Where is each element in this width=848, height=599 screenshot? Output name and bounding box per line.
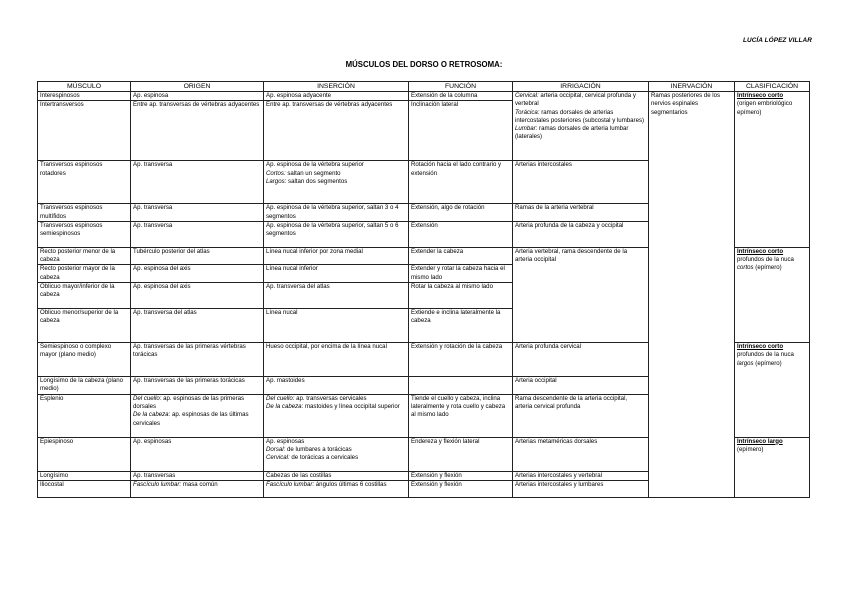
cell-funcion: Inclinación lateral: [409, 101, 513, 161]
cell-insercion: Cabezas de las costillas: [264, 471, 409, 480]
col-insercion: INSERCIÓN: [264, 82, 409, 92]
irrig-text: arteria occipital, cervical profunda y vertebral: [515, 92, 636, 108]
cell-insercion: Ap. transversa del atlas: [264, 283, 409, 309]
document-title: MÚSCULOS DEL DORSO O RETROSOMA:: [345, 60, 503, 69]
insercion-label: De la cabeza:: [266, 402, 304, 410]
cell-origen: Ap. transversa: [131, 204, 264, 222]
cell-origen: Ap. transversas: [131, 471, 264, 480]
col-irrigacion: IRRIGACIÓN: [513, 82, 649, 92]
insercion-label: Cervical:: [266, 454, 290, 462]
cell-funcion: [409, 377, 513, 395]
insercion-label: Del cuello:: [266, 394, 295, 402]
cell-funcion: Extender y rotar la cabeza hacia el mismo lado: [409, 265, 513, 283]
cell-funcion: Extensión y flexión: [409, 480, 513, 497]
cell-insercion: Línea nucal inferior por zona medial: [264, 247, 409, 265]
cell-insercion: Ap. espinosa de la vértebra superior, saltan 5 o 6 segmentos: [264, 221, 409, 247]
insercion-main: Ap. espinosa de la vértebra superior: [266, 161, 364, 169]
cell-insercion: Línea nucal: [264, 309, 409, 343]
cell-irrigacion: Ramas de la arteria vertebral: [513, 204, 649, 222]
col-origen: ORIGEN: [131, 82, 264, 92]
irrig-label: Lumbar:: [515, 125, 538, 133]
clasificacion-italic: cortos: [737, 264, 754, 272]
insercion-label: Dorsal:: [266, 445, 286, 453]
cell-irrigacion: Arterias intercostales y vertebral: [513, 471, 649, 480]
cell-funcion: Extensión y flexión: [409, 471, 513, 480]
irrig-text: ramas dorsales de arteria lumbar (laterales): [515, 125, 629, 141]
col-clasificacion: CLASIFICACIÓN: [735, 82, 810, 92]
cell-irrigacion-group-2: Arteria vertebral, rama descendente de la arteria occipital: [513, 247, 649, 342]
cell-origen: [131, 480, 264, 497]
irrig-label: Cervical:: [515, 92, 539, 99]
cell-clasificacion-3: [735, 343, 810, 438]
cell-origen: [131, 394, 264, 437]
cell-irrigacion: Rama descendente de la arteria occipital, arteria cervical profunda: [513, 394, 649, 437]
cell-irrigacion: Arteria profunda cervical: [513, 343, 649, 377]
cell-irrigacion: Arteria occipital: [513, 377, 649, 395]
cell-origen: Tubérculo posterior del atlas: [131, 247, 264, 265]
irrig-label: Torácica:: [515, 108, 540, 116]
cell-insercion: Ap. mastoides: [264, 377, 409, 395]
cell-musculo: Semiespinoso o complexo mayor (plano medio): [38, 343, 131, 377]
insercion-label: Fascículo lumbar:: [266, 480, 315, 488]
cell-funcion: Rotación hacia el lado contrario y extensión: [409, 161, 513, 204]
cell-insercion: Ap. espinosa adyacente: [264, 92, 409, 101]
cell-musculo: Longísimo: [38, 471, 131, 480]
cell-musculo: Recto posterior mayor de la cabeza: [38, 265, 131, 283]
cell-insercion: Línea nucal inferior: [264, 265, 409, 283]
cell-musculo: Iliocostal: [38, 480, 131, 497]
cell-irrigacion: Arteria profunda de la cabeza y occipital: [513, 221, 649, 247]
cell-origen: Ap. espinosa del axis: [131, 283, 264, 309]
cell-musculo: Oblicuo menor/superior de la cabeza: [38, 309, 131, 343]
origen-label: Fascículo lumbar:: [133, 480, 182, 488]
cell-origen: Entre ap. transversas de vértebras adyacentes: [131, 101, 264, 161]
insercion-main: Ap. espinosas: [266, 437, 305, 445]
cell-clasificacion-1: [735, 92, 810, 248]
clasificacion-italic: largos: [737, 359, 754, 367]
clasificacion-post: (epímero): [753, 264, 782, 272]
author-name: LUCÍA LÓPEZ VILLAR: [742, 37, 812, 44]
cell-insercion: Ap. espinosa de la vértebra superior, saltan 3 o 4 segmentos: [264, 204, 409, 222]
cell-funcion: Rotar la cabeza al mismo lado: [409, 283, 513, 309]
cell-irrigacion: Arterias intercostales: [513, 161, 649, 204]
cell-funcion: Endereza y flexión lateral: [409, 437, 513, 471]
cell-origen: Ap. transversa: [131, 161, 264, 204]
cell-insercion: Hueso occipital, por encima de la línea nucal: [264, 343, 409, 377]
clasificacion-head: Intrínseco corto: [737, 92, 784, 99]
table-row: [38, 92, 810, 101]
cell-origen: Ap. transversa: [131, 221, 264, 247]
cell-musculo: Oblicuo mayor/inferior de la cabeza: [38, 283, 131, 309]
cell-funcion: Extensión, algo de rotación: [409, 204, 513, 222]
col-inervacion: INERVACIÓN: [649, 82, 735, 92]
col-funcion: FUNCIÓN: [409, 82, 513, 92]
origen-text: masa común: [181, 480, 218, 488]
cell-inervacion: Ramas posteriores de los nervios espinales segmentarios: [649, 92, 735, 498]
cell-musculo: Recto posterior menor de la cabeza: [38, 247, 131, 265]
clasificacion-body: (epímero): [737, 445, 764, 453]
cell-insercion: [264, 161, 409, 204]
cell-clasificacion-2: [735, 247, 810, 342]
insercion-label: Largos:: [266, 177, 287, 185]
cell-funcion: Extiende e inclina lateralmente la cabeza: [409, 309, 513, 343]
clasificacion-head: Intrínseco largo: [737, 437, 783, 445]
table-header-row: [38, 82, 810, 92]
cell-origen: Ap. transversas de las primeras torácicas: [131, 377, 264, 395]
cell-origen: Ap. espinosa del axis: [131, 265, 264, 283]
cell-origen: Ap. espinosas: [131, 437, 264, 471]
cell-origen: Ap. transversa del atlas: [131, 309, 264, 343]
cell-insercion: [264, 394, 409, 437]
cell-musculo: Esplenio: [38, 394, 131, 437]
insercion-label: Cortos:: [266, 169, 286, 177]
cell-irrigacion-group-1: [513, 92, 649, 161]
insercion-text: saltan un segmento: [285, 169, 341, 177]
clasificacion-head: Intrínseco corto: [737, 247, 784, 255]
cell-insercion: Entre ap. transversas de vértebras adyacentes: [264, 101, 409, 161]
cell-musculo: Transversos espinosos semiespinosos: [38, 221, 131, 247]
clasificacion-pre: profundos de la nuca: [737, 256, 794, 264]
insercion-text: ap. transversas cervicales: [294, 394, 367, 402]
cell-insercion: [264, 480, 409, 497]
irrig-text: ramas dorsales de arterias intercostales posteriores (subcostal y lumbares): [515, 108, 645, 124]
cell-insercion: [264, 437, 409, 471]
insercion-text: saltan dos segmentos: [286, 177, 348, 185]
clasificacion-post: (epímero): [753, 359, 782, 367]
origen-text: ap. espinosas de las últimas cervicales: [133, 411, 249, 427]
cell-funcion: Tiende el cuello y cabeza, inclina lateralmente y rota cuello y cabeza al mismo lado: [409, 394, 513, 437]
cell-clasificacion-4: [735, 437, 810, 497]
cell-musculo: Transversos espinosos multífidos: [38, 204, 131, 222]
insercion-text: ángulos últimas 6 costillas: [314, 480, 387, 488]
clasificacion-head: Intrínseco corto: [737, 343, 784, 351]
cell-irrigacion: Arterias metaméricas dorsales: [513, 437, 649, 471]
cell-musculo: Longísimo de la cabeza (plano medio): [38, 377, 131, 395]
cell-funcion: Extensión: [409, 221, 513, 247]
cell-funcion: Extender la cabeza: [409, 247, 513, 265]
cell-funcion: Extensión de la columna: [409, 92, 513, 101]
clasificacion-body: (origen embriológico epímero): [737, 100, 793, 116]
cell-musculo: Epiespinoso: [38, 437, 131, 471]
cell-irrigacion: Arterias intercostales y lumbares: [513, 480, 649, 497]
origen-label: De la cabeza:: [133, 411, 171, 419]
cell-musculo: Intertransversos: [38, 101, 131, 161]
cell-musculo: Interespinosos: [38, 92, 131, 101]
muscles-table: [37, 81, 810, 498]
origen-label: Del cuello:: [133, 394, 162, 402]
origen-text: ap. espinosas de las primeras dorsales: [133, 394, 245, 410]
cell-origen: Ap. transversas de las primeras vértebras torácicas: [131, 343, 264, 377]
insercion-text: mastoides y línea occipital superior: [303, 402, 400, 410]
clasificacion-pre: profundos de la nuca: [737, 351, 794, 359]
cell-musculo: Transversos espinosos rotadores: [38, 161, 131, 204]
insercion-text: de torácicas a cervicales: [289, 454, 359, 462]
insercion-text: de lumbares a torácicas: [285, 445, 352, 453]
cell-origen: Ap. espinosa: [131, 92, 264, 101]
col-musculo: MÚSCULO: [38, 82, 131, 92]
cell-funcion: Extensión y rotación de la cabeza: [409, 343, 513, 377]
